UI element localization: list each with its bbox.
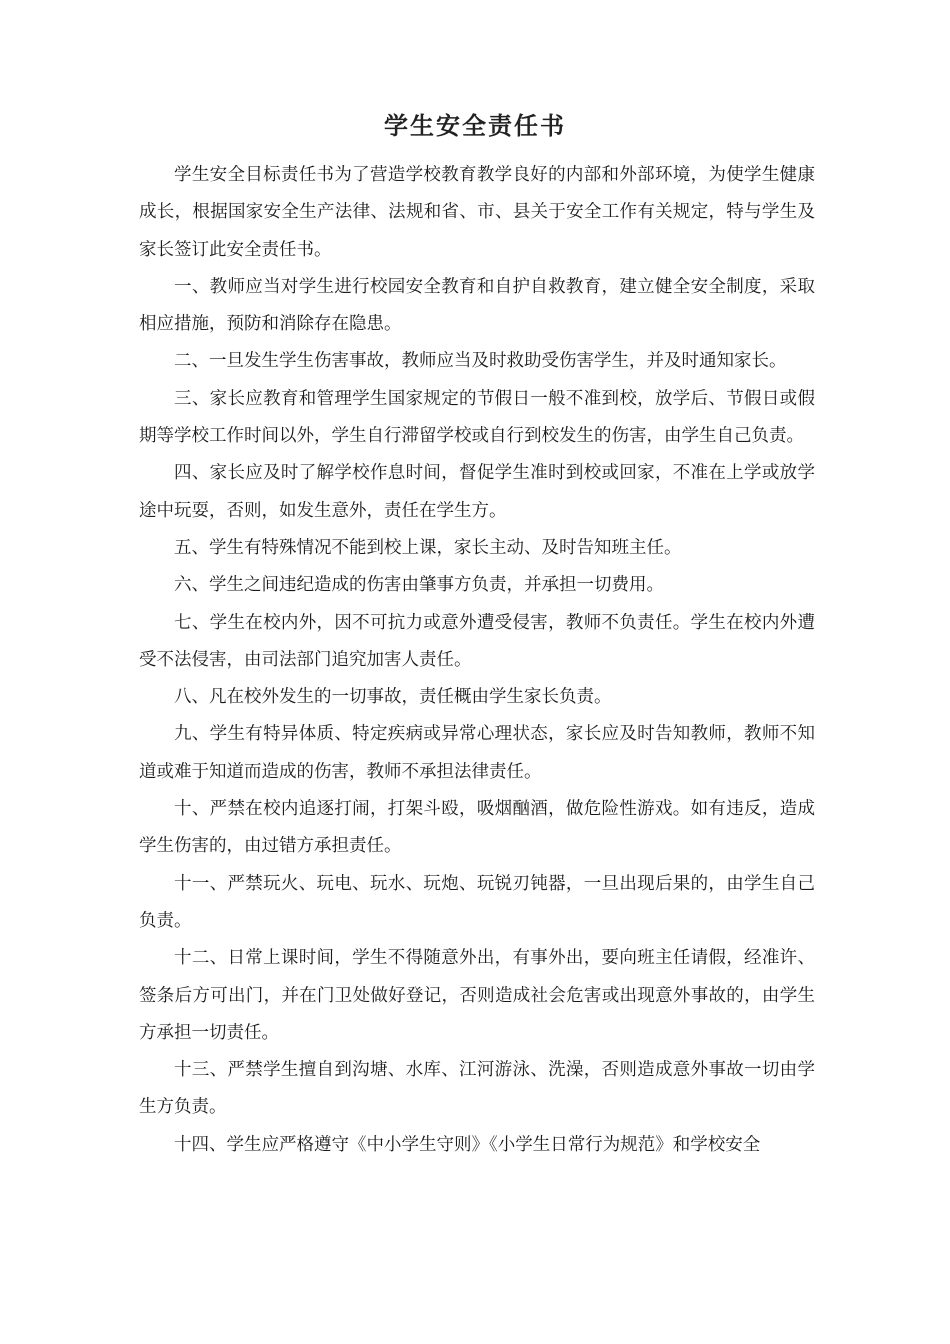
paragraph-clause-4: 四、家长应及时了解学校作息时间，督促学生准时到校或回家，不准在上学或放学途中玩耍，否则，如发生意外，责任在学生方。 xyxy=(139,463,815,521)
paragraph-clause-10: 十、严禁在校内追逐打闹，打架斗殴，吸烟酗酒，做危险性游戏。如有违反，造成学生伤害的，由过错方承担责任。 xyxy=(139,799,815,857)
paragraph-clause-3: 三、家长应教育和管理学生国家规定的节假日一般不准到校，放学后、节假日或假期等学校工作时间以外，学生自行滞留学校或自行到校发生的伤害，由学生自己负责。 xyxy=(139,388,815,447)
paragraph-clause-9: 九、学生有特异体质、特定疾病或异常心理状态，家长应及时告知教师，教师不知道或难于知道而造成的伤害，教师不承担法律责任。 xyxy=(139,724,815,782)
paragraph-clause-7: 七、学生在校内外，因不可抗力或意外遭受侵害，教师不负责任。学生在校内外遭受不法侵害，由司法部门追究加害人责任。 xyxy=(139,612,815,670)
paragraph-clause-8: 八、凡在校外发生的一切事故，责任概由学生家长负责。 xyxy=(174,687,612,708)
document-title: 学生安全责任书 xyxy=(384,111,566,140)
paragraph-clause-2: 二、一旦发生学生伤害事故，教师应当及时救助受伤害学生，并及时通知家长。 xyxy=(174,351,787,372)
paragraph-clause-12: 十二、日常上课时间，学生不得随意外出，有事外出，要向班主任请假，经准许、签条后方可出门，并在门卫处做好登记，否则造成社会危害或出现意外事故的，由学生方承担一切责任。 xyxy=(139,948,815,1043)
paragraph-clause-6: 六、学生之间违纪造成的伤害由肇事方负责，并承担一切费用。 xyxy=(174,575,664,596)
document-body xyxy=(139,157,815,1164)
paragraph-clause-11: 十一、严禁玩火、玩电、玩水、玩炮、玩锐刃钝器，一旦出现后果的，由学生自己负责。 xyxy=(139,873,815,931)
paragraph-clause-5: 五、学生有特殊情况不能到校上课，家长主动、及时告知班主任。 xyxy=(174,537,682,558)
paragraph-clause-1: 一、教师应当对学生进行校园安全教育和自护自救教育，建立健全安全制度，采取相应措施，预防和消除存在隐患。 xyxy=(139,276,815,335)
paragraph-intro: 学生安全目标责任书为了营造学校教育教学良好的内部和外部环境，为使学生健康成长，根据国家安全生产法律、法规和省、市、县关于安全工作有关规定，特与学生及家长签订此安全责任书。 xyxy=(139,165,815,260)
paragraph-clause-13: 十三、严禁学生擅自到沟塘、水库、江河游泳、洗澡，否则造成意外事故一切由学生方负责。 xyxy=(139,1060,815,1118)
paragraph-clause-14: 十四、学生应严格遵守《中小学生守则》《小学生日常行为规范》和学校安全 xyxy=(174,1134,761,1155)
